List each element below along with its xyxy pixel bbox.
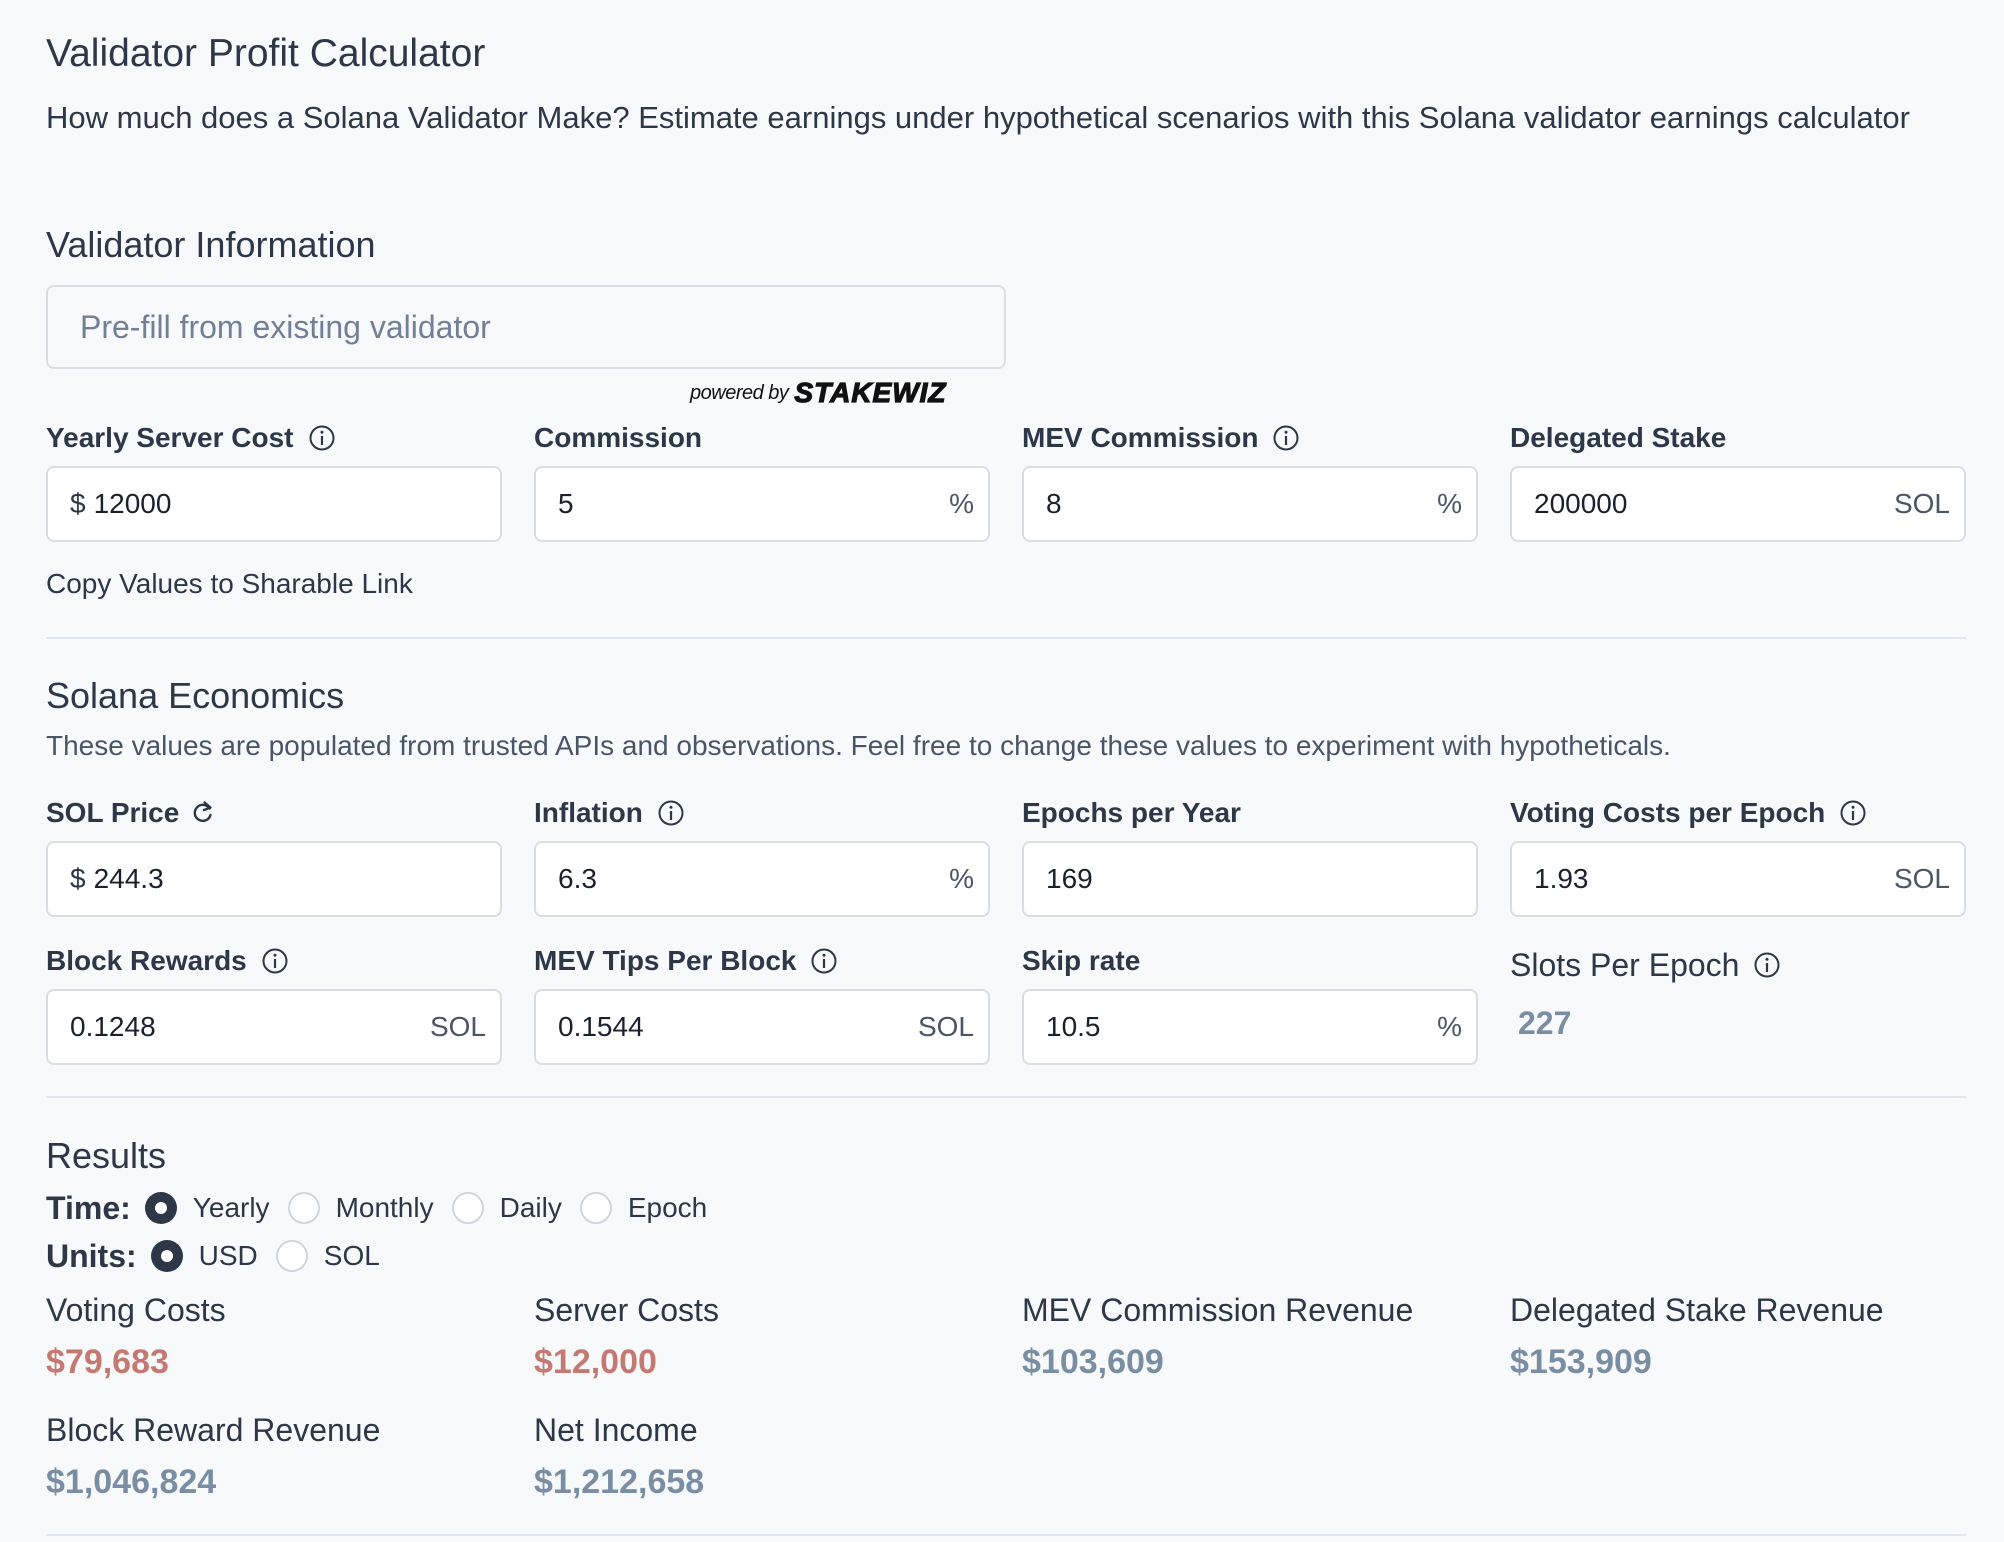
yearly-server-cost-input-box[interactable]	[46, 466, 502, 542]
copy-sharable-link[interactable]: Copy Values to Sharable Link	[46, 568, 413, 599]
result-value: $1,046,824	[46, 1463, 217, 1501]
inflation-input-box[interactable]	[534, 841, 990, 917]
yearly-server-cost-label-text: Yearly Server Cost	[46, 422, 294, 453]
refresh-icon[interactable]	[189, 799, 217, 827]
epochs-per-year-label	[1022, 795, 1241, 831]
delegated-stake-input-box[interactable]	[1510, 466, 1966, 542]
sol-price-input-box[interactable]	[46, 841, 502, 917]
delegated-stake-input[interactable]	[1534, 468, 1894, 540]
validator-info-heading: Validator Information	[46, 224, 376, 265]
info-icon[interactable]	[1753, 951, 1781, 979]
radio-label: USD	[198, 1240, 258, 1271]
info-icon[interactable]	[308, 424, 336, 452]
sol-suffix: SOL	[429, 1011, 486, 1042]
results-heading: Results	[46, 1135, 167, 1176]
radio-button[interactable]	[276, 1240, 308, 1272]
radio-button[interactable]	[580, 1192, 612, 1224]
divider	[46, 1096, 1966, 1098]
percent-suffix: %	[949, 488, 974, 519]
powered-by-stakewiz[interactable]	[690, 378, 947, 408]
radio-label: Yearly	[192, 1192, 270, 1223]
percent-suffix: %	[949, 863, 974, 894]
economics-heading: Solana Economics	[46, 675, 345, 716]
radio-usd[interactable]	[151, 1240, 258, 1272]
delegated-stake-label	[1510, 420, 1726, 456]
result-value: $1,212,658	[534, 1463, 705, 1501]
radio-label: Monthly	[335, 1192, 434, 1223]
block-rewards-label	[46, 943, 289, 979]
epochs-per-year-input[interactable]	[1046, 843, 1462, 915]
economics-description: These values are populated from trusted APIs and observations. Feel free to change these values to experiment with hypotheticals.	[46, 730, 1671, 761]
commission-label	[534, 420, 702, 456]
net-income-result	[534, 1412, 704, 1502]
mev-commission-input-box[interactable]	[1022, 466, 1478, 542]
mev-tips-label	[534, 943, 838, 979]
block-rewards-input[interactable]	[70, 991, 430, 1063]
dollar-prefix: $	[70, 863, 86, 894]
result-label: Block Reward Revenue	[46, 1412, 381, 1448]
radio-epoch[interactable]	[580, 1192, 707, 1224]
sol-price-label	[46, 795, 217, 831]
epochs-per-year-input-box[interactable]	[1022, 841, 1478, 917]
skip-rate-label	[1022, 943, 1140, 979]
result-value: $103,609	[1022, 1343, 1164, 1381]
radio-button-checked[interactable]	[145, 1192, 177, 1224]
time-label: Time:	[46, 1189, 131, 1226]
yearly-server-cost-input[interactable]	[94, 468, 486, 540]
commission-input-box[interactable]	[534, 466, 990, 542]
block-reward-revenue-result	[46, 1412, 380, 1502]
divider	[46, 1534, 1966, 1536]
voting-costs-input-box[interactable]	[1510, 841, 1966, 917]
voting-costs-label	[1510, 795, 1867, 831]
mev-commission-label	[1022, 420, 1300, 456]
radio-label: SOL	[323, 1240, 380, 1271]
slots-per-epoch-label-text: Slots Per Epoch	[1510, 946, 1740, 983]
result-value: $153,909	[1510, 1343, 1652, 1381]
result-label: Delegated Stake Revenue	[1510, 1292, 1884, 1328]
info-icon[interactable]	[1272, 424, 1300, 452]
result-value: $12,000	[534, 1343, 657, 1381]
sol-suffix: SOL	[1893, 488, 1950, 519]
inflation-label-text: Inflation	[534, 797, 643, 828]
divider	[46, 637, 1966, 639]
skip-rate-input[interactable]	[1046, 991, 1437, 1063]
page-subtitle: How much does a Solana Validator Make? Estimate earnings under hypothetical scenarios with this Solana validator earnings calculator	[46, 100, 1910, 135]
mev-commission-input[interactable]	[1046, 468, 1437, 540]
voting-costs-input[interactable]	[1534, 843, 1894, 915]
radio-daily[interactable]	[452, 1192, 562, 1224]
prefill-validator-input[interactable]	[46, 285, 1006, 369]
info-icon[interactable]	[810, 947, 838, 975]
sol-price-input[interactable]	[94, 843, 486, 915]
info-icon[interactable]	[261, 947, 289, 975]
voting-costs-result	[46, 1292, 226, 1382]
block-rewards-input-box[interactable]	[46, 989, 502, 1065]
slots-per-epoch-label	[1510, 947, 1781, 983]
skip-rate-input-box[interactable]	[1022, 989, 1478, 1065]
mev-commission-revenue-result	[1022, 1292, 1413, 1382]
radio-sol[interactable]	[276, 1240, 380, 1272]
radio-button[interactable]	[288, 1192, 320, 1224]
radio-button[interactable]	[452, 1192, 484, 1224]
yearly-server-cost-label	[46, 420, 336, 456]
commission-label-text: Commission	[534, 422, 703, 453]
page-title: Validator Profit Calculator	[46, 32, 486, 75]
units-radio-group	[46, 1236, 398, 1276]
delegated-stake-label-text: Delegated Stake	[1510, 422, 1727, 453]
percent-suffix: %	[1437, 488, 1462, 519]
percent-suffix: %	[1437, 1011, 1462, 1042]
result-label: Voting Costs	[46, 1292, 226, 1328]
sol-price-label-text: SOL Price	[46, 797, 180, 828]
result-value: $79,683	[46, 1343, 169, 1381]
sol-suffix: SOL	[917, 1011, 974, 1042]
dollar-prefix: $	[70, 488, 86, 519]
time-radio-group	[46, 1188, 725, 1228]
mev-commission-label-text: MEV Commission	[1022, 422, 1259, 453]
info-icon[interactable]	[657, 799, 685, 827]
stakewiz-logo: STAKEWIZ	[794, 377, 947, 408]
info-icon[interactable]	[1839, 799, 1867, 827]
inflation-label	[534, 795, 685, 831]
skip-rate-label-text: Skip rate	[1022, 945, 1141, 976]
epochs-per-year-label-text: Epochs per Year	[1022, 797, 1241, 828]
slots-per-epoch-value: 227	[1518, 1005, 1572, 1041]
radio-label: Daily	[499, 1192, 562, 1223]
radio-yearly[interactable]	[145, 1192, 270, 1224]
inflation-input[interactable]	[558, 843, 949, 915]
result-label: Server Costs	[534, 1292, 719, 1328]
powered-by-text: powered by	[690, 381, 789, 404]
radio-label: Epoch	[627, 1192, 708, 1223]
block-rewards-label-text: Block Rewards	[46, 945, 247, 976]
result-label: Net Income	[534, 1412, 698, 1448]
radio-monthly[interactable]	[288, 1192, 434, 1224]
delegated-stake-revenue-result	[1510, 1292, 1884, 1382]
voting-costs-label-text: Voting Costs per Epoch	[1510, 797, 1826, 828]
mev-tips-label-text: MEV Tips Per Block	[534, 945, 797, 976]
sol-suffix: SOL	[1893, 863, 1950, 894]
radio-button-checked[interactable]	[151, 1240, 183, 1272]
server-costs-result	[534, 1292, 719, 1382]
result-label: MEV Commission Revenue	[1022, 1292, 1414, 1328]
commission-input[interactable]	[558, 468, 949, 540]
units-label: Units:	[46, 1237, 137, 1274]
mev-tips-input[interactable]	[558, 991, 918, 1063]
mev-tips-input-box[interactable]	[534, 989, 990, 1065]
